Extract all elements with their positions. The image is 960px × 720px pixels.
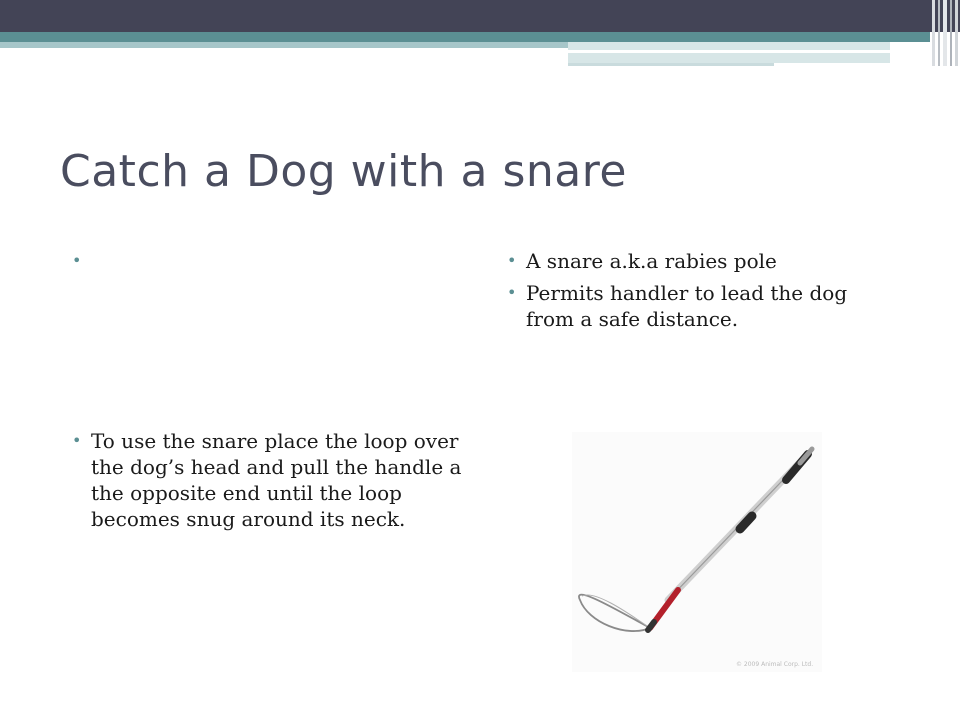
header-right-stripe bbox=[568, 42, 890, 50]
bullet-icon: • bbox=[507, 251, 517, 270]
header-light-band bbox=[0, 42, 568, 48]
bullet-icon: • bbox=[72, 251, 82, 270]
slide-title: Catch a Dog with a snare bbox=[60, 146, 627, 197]
header-right-stripe-2 bbox=[568, 53, 890, 63]
bullet-icon: • bbox=[507, 283, 517, 302]
left-bullets-bottom bbox=[67, 428, 467, 538]
right-bullets bbox=[502, 248, 862, 338]
header-teal-band bbox=[0, 32, 930, 42]
list-item bbox=[502, 280, 862, 332]
bullet-icon: • bbox=[72, 431, 82, 450]
header-right-stripe-3 bbox=[568, 63, 774, 66]
list-item bbox=[502, 248, 862, 274]
left-bullets-top bbox=[67, 248, 467, 270]
list-item bbox=[67, 428, 467, 532]
snare-pole-icon bbox=[572, 432, 822, 672]
image-caption: © 2009 Animal Corp. Ltd. bbox=[736, 661, 814, 668]
header-dark-band bbox=[0, 0, 960, 32]
bullet-text: A snare a.k.a rabies pole bbox=[526, 249, 777, 273]
bullet-text: Permits handler to lead the dog from a safe distance. bbox=[526, 281, 848, 331]
header-vertical-stripes bbox=[930, 0, 960, 66]
bullet-text: To use the snare place the loop over the dog’s head and pull the handle a the opposite end until the loop becomes snug around its neck. bbox=[91, 429, 462, 531]
